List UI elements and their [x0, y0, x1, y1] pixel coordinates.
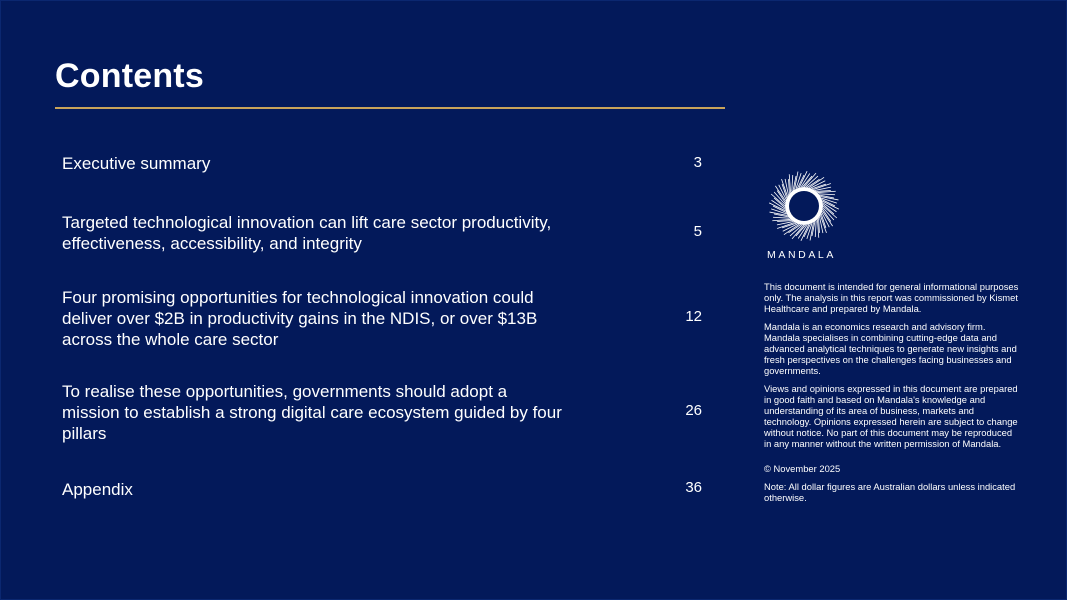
- toc-item-technological-innovation[interactable]: Targeted technological innovation can lift care sector productivity, effectiveness, accessibility, and integrity: [62, 213, 552, 253]
- sunburst-ray: [789, 179, 790, 194]
- sunburst-ray: [819, 218, 820, 233]
- sunburst-ray: [792, 175, 793, 191]
- toc-page-number: 5: [693, 223, 702, 240]
- sunburst-ray: [785, 179, 788, 195]
- sunburst-ray: [815, 187, 831, 190]
- currency-note: Note: All dollar figures are Australian dollars unless indicated otherwise.: [764, 481, 1016, 503]
- disclaimer-panel: [764, 281, 1019, 510]
- disclaimer-purpose: This document is intended for general informational purposes only. The analysis in this report was commissioned by Kismet Healthcare and prepared by Mandala.: [764, 281, 1019, 314]
- toc-item-four-opportunities[interactable]: Four promising opportunities for technological innovation could deliver over $2B in productivity gains in the NDIS, or over $13B across the whole care sector: [62, 288, 538, 349]
- sunburst-ray: [819, 194, 835, 195]
- sunburst-ray: [773, 217, 789, 218]
- toc-item-executive-summary[interactable]: Executive summary: [62, 154, 211, 173]
- sunburst-ray: [820, 217, 823, 233]
- sunburst-core: [789, 191, 819, 221]
- toc-page-number: 3: [693, 154, 702, 171]
- sunburst-ray: [815, 221, 816, 237]
- toc-page-number: 12: [685, 308, 702, 325]
- toc-item-digital-care-mission[interactable]: To realise these opportunities, governments should adopt a mission to establish a strong digital care ecosystem guided by four pillars: [62, 382, 562, 443]
- disclaimer-views: Views and opinions expressed in this document are prepared in good faith and based on Mandala's knowledge and understanding of its area of business, markets and technology. Opinions expressed herein are subject to change without notice. No part of this document may be reproduced in any manner without the written permission of Mandala.: [764, 383, 1018, 449]
- copyright-text: © November 2025: [764, 463, 841, 474]
- toc-page-number: 36: [685, 479, 702, 496]
- logo-wordmark: MANDALA: [767, 249, 836, 261]
- mandala-logo: [765, 169, 843, 261]
- title-divider: [55, 107, 725, 109]
- page-title: Contents: [55, 57, 204, 95]
- disclaimer-about-mandala: Mandala is an economics research and advisory firm. Mandala specialises in combining cutting-edge data and advanced analytical techniques to generate new insights and fresh perspectives on the challenges facing businesses and governments.: [764, 321, 1017, 376]
- toc-page-number: 26: [685, 402, 702, 419]
- sunburst-icon: [767, 169, 841, 243]
- sunburst-ray: [777, 222, 793, 225]
- toc-item-appendix[interactable]: Appendix: [62, 480, 133, 499]
- sunburst-ray: [816, 191, 831, 192]
- sunburst-ray: [777, 221, 792, 222]
